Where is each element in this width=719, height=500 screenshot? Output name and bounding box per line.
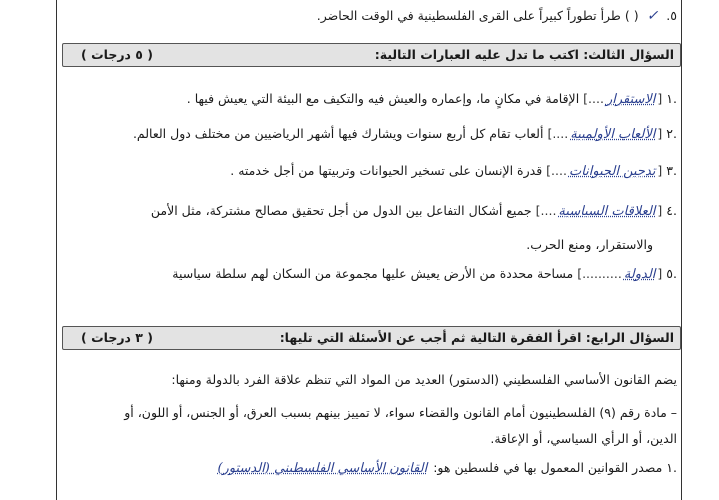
item-number: ٢. — [666, 126, 677, 141]
item-number: ١. — [666, 91, 677, 106]
answer-bracket-open: [ — [657, 266, 663, 281]
answer-bracket-close: ....] — [546, 163, 567, 178]
q4-article-line-1: – مادة رقم (٩) الفلسطينيون أمام القانون والقضاء سواء، لا تمييز بينهم بسبب العرق، أو الجنس، أو اللون، أو — [124, 405, 677, 420]
top-item-5 — [317, 8, 677, 24]
item-text: الإقامة في مكانٍ ما، وإعماره والعيش فيه والتكيف مع البيئة التي يعيش فيها . — [186, 91, 580, 106]
item-text: ألعاب تقام كل أربع سنوات ويشارك فيها أشهر الرياضيين من مختلف دول العالم. — [132, 126, 544, 141]
q4-intro: يضم القانون الأساسي الفلسطيني (الدستور) العديد من المواد التي تنظم علاقة الفرد بالدولة ومنها: — [171, 372, 677, 387]
item-number: ٣. — [666, 163, 677, 178]
answer-bracket-open: [ — [657, 91, 663, 106]
handwritten-answer: تدجين الحيوانات — [568, 164, 656, 179]
handwritten-check-mark: ✓ — [646, 8, 659, 24]
question-4-header — [62, 326, 681, 350]
page-border-right — [681, 0, 682, 500]
answer-bracket-close: ....] — [535, 203, 557, 218]
answer-bracket-close: ....] — [547, 126, 569, 141]
answer-bracket-close: ....] — [583, 91, 604, 106]
question-4-title: السؤال الرابع: اقرأ الفقرة التالية ثم أجب عن الأسئلة التي تليها: — [279, 330, 674, 345]
handwritten-answer: الاستقرار — [605, 92, 656, 107]
q4-article-line-2: الدين، أو الرأي السياسي، أو الإعاقة. — [490, 431, 677, 446]
item-number: ٥. — [666, 8, 677, 23]
answer-bracket-open: [ — [657, 163, 663, 178]
question-4-points: ( ٣ درجات ) — [81, 330, 154, 345]
question-3-points: ( ٥ درجات ) — [81, 47, 154, 62]
item-number: ٤. — [666, 203, 677, 218]
handwritten-answer: الألعاب الأولمبية — [570, 127, 656, 142]
question-3-title: السؤال الثالث: اكتب ما تدل عليه العبارات التالية: — [374, 47, 674, 62]
handwritten-answer: العلاقات السياسية — [558, 204, 656, 219]
answer-bracket-close: ..........] — [577, 266, 622, 281]
handwritten-answer: القانون الأساسي الفلسطيني (الدستور) — [217, 461, 428, 476]
handwritten-answer: الدولة — [623, 267, 656, 282]
item-text: مساحة محددة من الأرض يعيش عليها مجموعة من السكان لهم سلطة سياسية — [172, 266, 574, 281]
q3-item-4-continuation: والاستقرار، ومنع الحرب. — [526, 237, 653, 252]
q3-item-2 — [133, 126, 677, 143]
q3-item-5 — [172, 266, 677, 283]
q3-item-3 — [230, 163, 677, 180]
item-number: ٥. — [666, 266, 677, 281]
q3-item-1 — [187, 91, 677, 108]
item-text: ( ) طرأ تطوراً كبيراً على القرى الفلسطينية في الوقت الحاضر. — [316, 8, 639, 23]
item-number: ١. — [666, 460, 677, 475]
item-text: جميع أشكال التفاعل بين الدول من أجل تحقيق مصالح مشتركة، مثل الأمن — [150, 203, 532, 218]
item-text: قدرة الإنسان على تسخير الحيوانات وتربيتها من أجل خدمته . — [230, 163, 543, 178]
page-border-left — [56, 0, 57, 500]
q3-item-4 — [151, 203, 677, 220]
item-text: مصدر القوانين المعمول بها في فلسطين هو: — [433, 460, 663, 475]
question-3-header — [62, 43, 681, 67]
answer-bracket-open: [ — [657, 203, 663, 218]
q4-question-1 — [215, 460, 677, 477]
answer-bracket-open: [ — [657, 126, 663, 141]
